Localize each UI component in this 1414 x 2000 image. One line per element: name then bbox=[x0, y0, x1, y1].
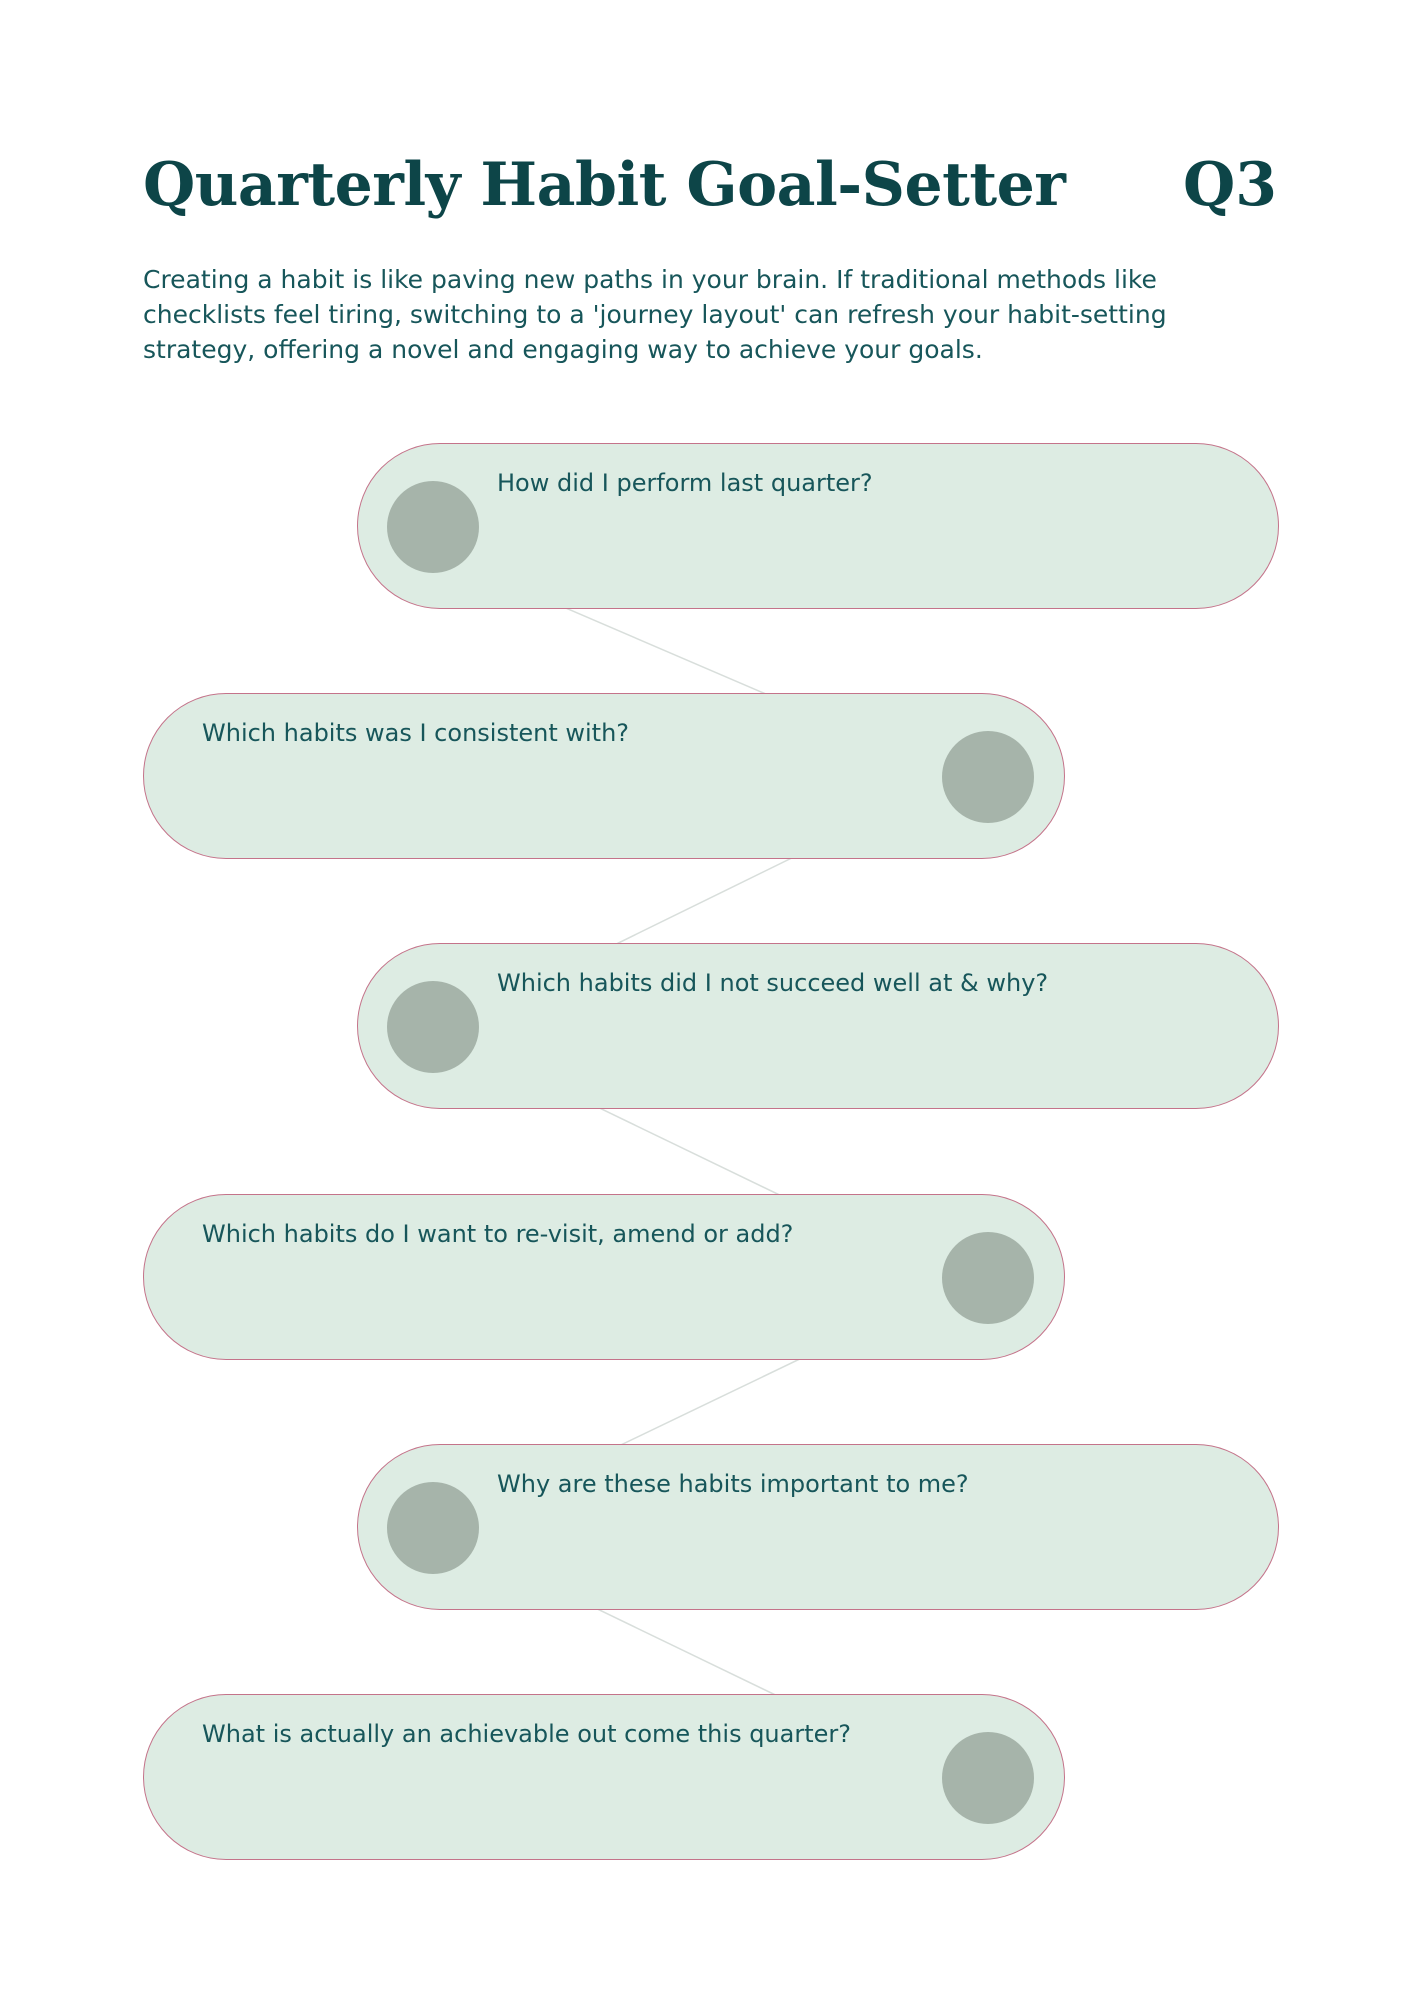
step-question: Which habits was I consistent with? bbox=[202, 719, 630, 747]
step-marker-icon bbox=[942, 731, 1034, 823]
step-question: Which habits do I want to re-visit, amend or add? bbox=[202, 1220, 794, 1248]
step-answer-field[interactable] bbox=[497, 1545, 1218, 1587]
step-marker-icon bbox=[387, 1482, 479, 1574]
page-header bbox=[143, 140, 1277, 230]
step-answer-field[interactable] bbox=[497, 544, 1218, 586]
journey-step-3[interactable] bbox=[357, 943, 1279, 1109]
journey-step-6[interactable] bbox=[143, 1694, 1065, 1860]
step-marker-icon bbox=[387, 981, 479, 1073]
step-answer-field[interactable] bbox=[202, 794, 924, 836]
step-answer-field[interactable] bbox=[497, 1044, 1218, 1086]
step-question: Which habits did I not succeed well at & why? bbox=[497, 969, 1049, 997]
step-marker-icon bbox=[942, 1732, 1034, 1824]
step-question: How did I perform last quarter? bbox=[497, 469, 873, 497]
step-marker-icon bbox=[387, 481, 479, 573]
journey-step-1[interactable] bbox=[357, 443, 1279, 609]
step-answer-field[interactable] bbox=[202, 1295, 924, 1337]
journey-step-5[interactable] bbox=[357, 1444, 1279, 1610]
page-title: Quarterly Habit Goal-Setter bbox=[143, 150, 1066, 220]
journey-step-2[interactable] bbox=[143, 693, 1065, 859]
quarter-label: Q3 bbox=[1182, 150, 1277, 220]
step-marker-icon bbox=[942, 1232, 1034, 1324]
step-question: Why are these habits important to me? bbox=[497, 1470, 969, 1498]
journey-step-4[interactable] bbox=[143, 1194, 1065, 1360]
step-answer-field[interactable] bbox=[202, 1795, 924, 1837]
step-question: What is actually an achievable out come this quarter? bbox=[202, 1720, 851, 1748]
intro-paragraph: Creating a habit is like paving new paths in your brain. If traditional methods like checklists feel tiring, switching to a 'journey layout' can refresh your habit-setting strategy, offering a novel and engaging way to achieve your goals. bbox=[143, 265, 1167, 364]
